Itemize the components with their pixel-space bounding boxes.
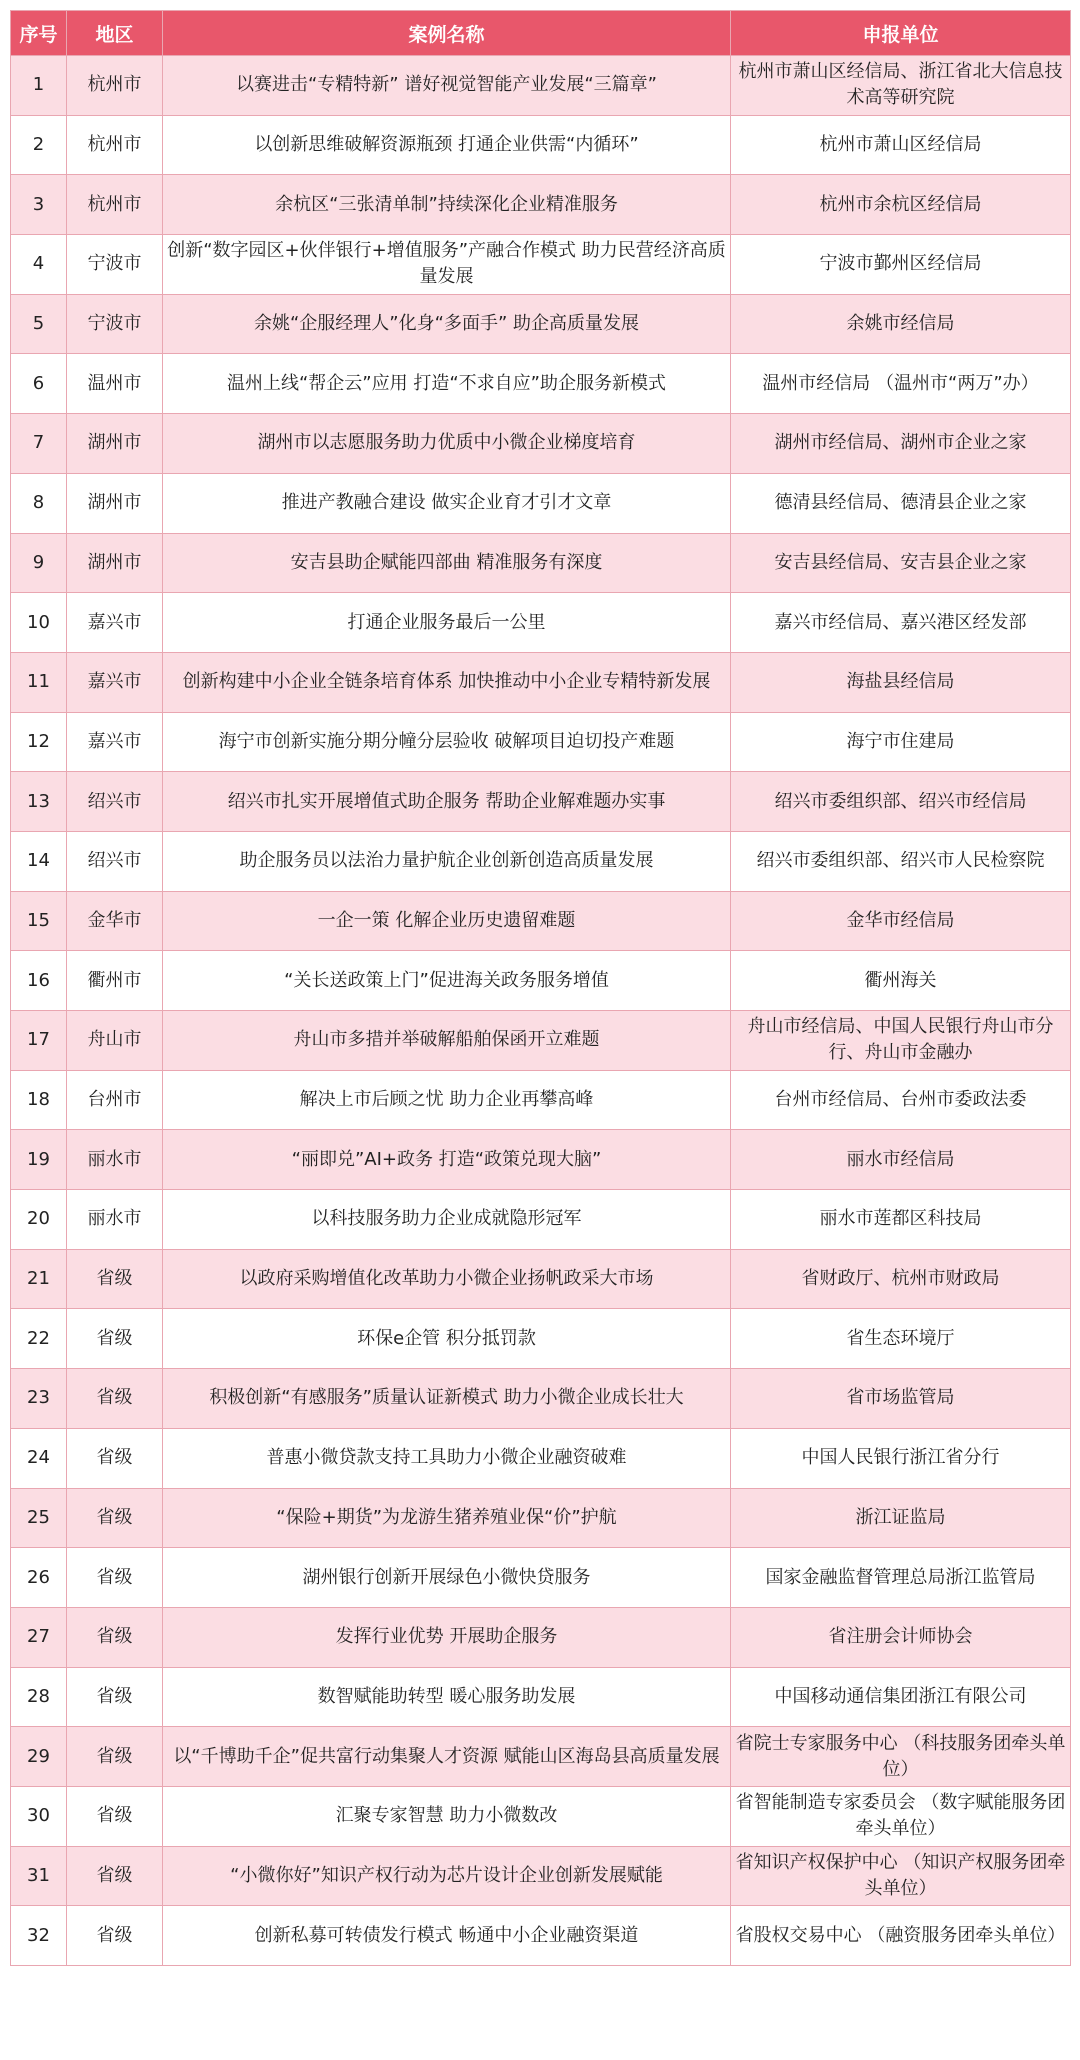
cell-region: 省级 xyxy=(67,1488,163,1548)
cell-no: 17 xyxy=(11,1011,67,1071)
table-row xyxy=(11,1130,1071,1190)
cell-no: 27 xyxy=(11,1607,67,1667)
cell-no: 10 xyxy=(11,593,67,653)
cell-region: 嘉兴市 xyxy=(67,712,163,772)
cell-no: 4 xyxy=(11,235,67,295)
cell-case-name: 绍兴市扎实开展增值式助企服务 帮助企业解难题办实事 xyxy=(163,772,731,832)
table-row xyxy=(11,1249,1071,1309)
header-region: 地区 xyxy=(67,11,163,56)
cell-unit: 杭州市余杭区经信局 xyxy=(731,175,1071,235)
cell-case-name: 湖州市以志愿服务助力优质中小微企业梯度培育 xyxy=(163,414,731,474)
table-row xyxy=(11,354,1071,414)
header-case-name: 案例名称 xyxy=(163,11,731,56)
cell-case-name: 湖州银行创新开展绿色小微快贷服务 xyxy=(163,1548,731,1608)
cell-unit: 安吉县经信局、安吉县企业之家 xyxy=(731,533,1071,593)
cell-case-name: 以科技服务助力企业成就隐形冠军 xyxy=(163,1190,731,1250)
cell-case-name: 汇聚专家智慧 助力小微数改 xyxy=(163,1786,731,1846)
cell-unit: 台州市经信局、台州市委政法委 xyxy=(731,1070,1071,1130)
header-no: 序号 xyxy=(11,11,67,56)
cell-region: 绍兴市 xyxy=(67,831,163,891)
cell-region: 省级 xyxy=(67,1309,163,1369)
cell-case-name: 余姚“企服经理人”化身“多面手” 助企高质量发展 xyxy=(163,294,731,354)
cell-unit: 金华市经信局 xyxy=(731,891,1071,951)
cell-case-name: 以创新思维破解资源瓶颈 打通企业供需“内循环” xyxy=(163,115,731,175)
cell-unit: 省院士专家服务中心 （科技服务团牵头单位） xyxy=(731,1727,1071,1787)
cell-region: 省级 xyxy=(67,1786,163,1846)
cell-unit: 杭州市萧山区经信局 xyxy=(731,115,1071,175)
cell-no: 15 xyxy=(11,891,67,951)
cell-case-name: 普惠小微贷款支持工具助力小微企业融资破难 xyxy=(163,1428,731,1488)
cell-unit: 绍兴市委组织部、绍兴市人民检察院 xyxy=(731,831,1071,891)
cell-case-name: “关长送政策上门”促进海关政务服务增值 xyxy=(163,951,731,1011)
cell-no: 16 xyxy=(11,951,67,1011)
table-row xyxy=(11,1786,1071,1846)
cell-region: 宁波市 xyxy=(67,294,163,354)
cell-region: 省级 xyxy=(67,1369,163,1429)
cell-case-name: 解决上市后顾之忧 助力企业再攀高峰 xyxy=(163,1070,731,1130)
cell-region: 丽水市 xyxy=(67,1130,163,1190)
cell-case-name: 以“千博助千企”促共富行动集聚人才资源 赋能山区海岛县高质量发展 xyxy=(163,1727,731,1787)
table-row xyxy=(11,1548,1071,1608)
cell-region: 绍兴市 xyxy=(67,772,163,832)
cell-unit: 省股权交易中心 （融资服务团牵头单位） xyxy=(731,1906,1071,1966)
cell-no: 20 xyxy=(11,1190,67,1250)
cell-no: 14 xyxy=(11,831,67,891)
cell-unit: 中国移动通信集团浙江有限公司 xyxy=(731,1667,1071,1727)
cell-region: 省级 xyxy=(67,1906,163,1966)
cell-no: 13 xyxy=(11,772,67,832)
table-row xyxy=(11,1428,1071,1488)
cell-unit: 国家金融监督管理总局浙江监管局 xyxy=(731,1548,1071,1608)
table-row xyxy=(11,1309,1071,1369)
cell-unit: 省财政厅、杭州市财政局 xyxy=(731,1249,1071,1309)
table-row xyxy=(11,831,1071,891)
cell-case-name: 创新私募可转债发行模式 畅通中小企业融资渠道 xyxy=(163,1906,731,1966)
table-row xyxy=(11,772,1071,832)
cell-case-name: 余杭区“三张清单制”持续深化企业精准服务 xyxy=(163,175,731,235)
cell-region: 省级 xyxy=(67,1428,163,1488)
cell-no: 31 xyxy=(11,1846,67,1906)
cell-no: 2 xyxy=(11,115,67,175)
cell-case-name: 打通企业服务最后一公里 xyxy=(163,593,731,653)
cell-case-name: 一企一策 化解企业历史遗留难题 xyxy=(163,891,731,951)
cell-unit: 嘉兴市经信局、嘉兴港区经发部 xyxy=(731,593,1071,653)
table-row xyxy=(11,593,1071,653)
table-row xyxy=(11,1488,1071,1548)
cell-region: 嘉兴市 xyxy=(67,593,163,653)
cell-unit: 德清县经信局、德清县企业之家 xyxy=(731,473,1071,533)
cell-case-name: 数智赋能助转型 暖心服务助发展 xyxy=(163,1667,731,1727)
cell-no: 26 xyxy=(11,1548,67,1608)
table-row xyxy=(11,1906,1071,1966)
cell-region: 省级 xyxy=(67,1846,163,1906)
table-row xyxy=(11,175,1071,235)
cell-region: 杭州市 xyxy=(67,115,163,175)
cell-case-name: “小微你好”知识产权行动为芯片设计企业创新发展赋能 xyxy=(163,1846,731,1906)
table-row xyxy=(11,1011,1071,1071)
cell-case-name: 环保e企管 积分抵罚款 xyxy=(163,1309,731,1369)
table-row xyxy=(11,115,1071,175)
cell-unit: 浙江证监局 xyxy=(731,1488,1071,1548)
cell-case-name: 积极创新“有感服务”质量认证新模式 助力小微企业成长壮大 xyxy=(163,1369,731,1429)
cell-unit: 衢州海关 xyxy=(731,951,1071,1011)
cell-unit: 绍兴市委组织部、绍兴市经信局 xyxy=(731,772,1071,832)
cell-no: 9 xyxy=(11,533,67,593)
cell-unit: 中国人民银行浙江省分行 xyxy=(731,1428,1071,1488)
cell-case-name: 安吉县助企赋能四部曲 精准服务有深度 xyxy=(163,533,731,593)
cell-case-name: 推进产教融合建设 做实企业育才引才文章 xyxy=(163,473,731,533)
table-row xyxy=(11,1607,1071,1667)
table-row xyxy=(11,652,1071,712)
cell-unit: 省生态环境厅 xyxy=(731,1309,1071,1369)
cell-case-name: 以政府采购增值化改革助力小微企业扬帆政采大市场 xyxy=(163,1249,731,1309)
cell-no: 32 xyxy=(11,1906,67,1966)
cell-region: 嘉兴市 xyxy=(67,652,163,712)
cell-unit: 舟山市经信局、中国人民银行舟山市分行、舟山市金融办 xyxy=(731,1011,1071,1071)
cell-unit: 丽水市经信局 xyxy=(731,1130,1071,1190)
cell-unit: 海盐县经信局 xyxy=(731,652,1071,712)
case-table xyxy=(10,10,1071,1966)
cell-region: 湖州市 xyxy=(67,533,163,593)
cell-no: 11 xyxy=(11,652,67,712)
cell-no: 8 xyxy=(11,473,67,533)
cell-no: 22 xyxy=(11,1309,67,1369)
cell-no: 25 xyxy=(11,1488,67,1548)
cell-unit: 杭州市萧山区经信局、浙江省北大信息技术高等研究院 xyxy=(731,56,1071,116)
cell-unit: 省智能制造专家委员会 （数字赋能服务团牵头单位） xyxy=(731,1786,1071,1846)
cell-region: 金华市 xyxy=(67,891,163,951)
cell-region: 省级 xyxy=(67,1548,163,1608)
cell-unit: 湖州市经信局、湖州市企业之家 xyxy=(731,414,1071,474)
cell-no: 23 xyxy=(11,1369,67,1429)
cell-case-name: 舟山市多措并举破解船舶保函开立难题 xyxy=(163,1011,731,1071)
cell-unit: 省知识产权保护中心 （知识产权服务团牵头单位） xyxy=(731,1846,1071,1906)
table-row xyxy=(11,951,1071,1011)
cell-region: 省级 xyxy=(67,1249,163,1309)
header-unit: 申报单位 xyxy=(731,11,1071,56)
cell-no: 1 xyxy=(11,56,67,116)
cell-region: 省级 xyxy=(67,1667,163,1727)
cell-case-name: 发挥行业优势 开展助企服务 xyxy=(163,1607,731,1667)
cell-unit: 宁波市鄞州区经信局 xyxy=(731,235,1071,295)
cell-region: 省级 xyxy=(67,1607,163,1667)
cell-unit: 省市场监管局 xyxy=(731,1369,1071,1429)
table-row xyxy=(11,1846,1071,1906)
cell-no: 21 xyxy=(11,1249,67,1309)
cell-unit: 余姚市经信局 xyxy=(731,294,1071,354)
cell-no: 28 xyxy=(11,1667,67,1727)
cell-region: 宁波市 xyxy=(67,235,163,295)
table-row xyxy=(11,473,1071,533)
cell-case-name: “保险+期货”为龙游生猪养殖业保“价”护航 xyxy=(163,1488,731,1548)
cell-region: 丽水市 xyxy=(67,1190,163,1250)
cell-unit: 丽水市莲都区科技局 xyxy=(731,1190,1071,1250)
table-row xyxy=(11,1369,1071,1429)
cell-region: 湖州市 xyxy=(67,473,163,533)
table-row xyxy=(11,712,1071,772)
table-row xyxy=(11,235,1071,295)
cell-region: 舟山市 xyxy=(67,1011,163,1071)
cell-region: 杭州市 xyxy=(67,175,163,235)
cell-no: 7 xyxy=(11,414,67,474)
table-row xyxy=(11,1727,1071,1787)
cell-case-name: 创新“数字园区+伙伴银行+增值服务”产融合作模式 助力民营经济高质量发展 xyxy=(163,235,731,295)
cell-region: 台州市 xyxy=(67,1070,163,1130)
table-row xyxy=(11,414,1071,474)
cell-no: 6 xyxy=(11,354,67,414)
cell-region: 温州市 xyxy=(67,354,163,414)
table-row xyxy=(11,1667,1071,1727)
cell-no: 3 xyxy=(11,175,67,235)
cell-case-name: 海宁市创新实施分期分幢分层验收 破解项目迫切投产难题 xyxy=(163,712,731,772)
cell-no: 29 xyxy=(11,1727,67,1787)
cell-region: 湖州市 xyxy=(67,414,163,474)
cell-no: 24 xyxy=(11,1428,67,1488)
cell-unit: 省注册会计师协会 xyxy=(731,1607,1071,1667)
cell-case-name: 温州上线“帮企云”应用 打造“不求自应”助企服务新模式 xyxy=(163,354,731,414)
cell-no: 5 xyxy=(11,294,67,354)
table-body xyxy=(11,56,1071,1966)
cell-region: 杭州市 xyxy=(67,56,163,116)
cell-no: 19 xyxy=(11,1130,67,1190)
cell-region: 衢州市 xyxy=(67,951,163,1011)
header-row xyxy=(11,11,1071,56)
table-row xyxy=(11,1070,1071,1130)
table-row xyxy=(11,533,1071,593)
cell-case-name: 以赛进击“专精特新” 谱好视觉智能产业发展“三篇章” xyxy=(163,56,731,116)
cell-no: 12 xyxy=(11,712,67,772)
table-row xyxy=(11,56,1071,116)
case-table-container xyxy=(10,10,1070,1966)
cell-unit: 温州市经信局 （温州市“两万”办） xyxy=(731,354,1071,414)
table-row xyxy=(11,891,1071,951)
table-row xyxy=(11,1190,1071,1250)
table-row xyxy=(11,294,1071,354)
cell-unit: 海宁市住建局 xyxy=(731,712,1071,772)
cell-case-name: 创新构建中小企业全链条培育体系 加快推动中小企业专精特新发展 xyxy=(163,652,731,712)
cell-no: 18 xyxy=(11,1070,67,1130)
cell-region: 省级 xyxy=(67,1727,163,1787)
cell-case-name: “丽即兑”AI+政务 打造“政策兑现大脑” xyxy=(163,1130,731,1190)
cell-no: 30 xyxy=(11,1786,67,1846)
cell-case-name: 助企服务员以法治力量护航企业创新创造高质量发展 xyxy=(163,831,731,891)
